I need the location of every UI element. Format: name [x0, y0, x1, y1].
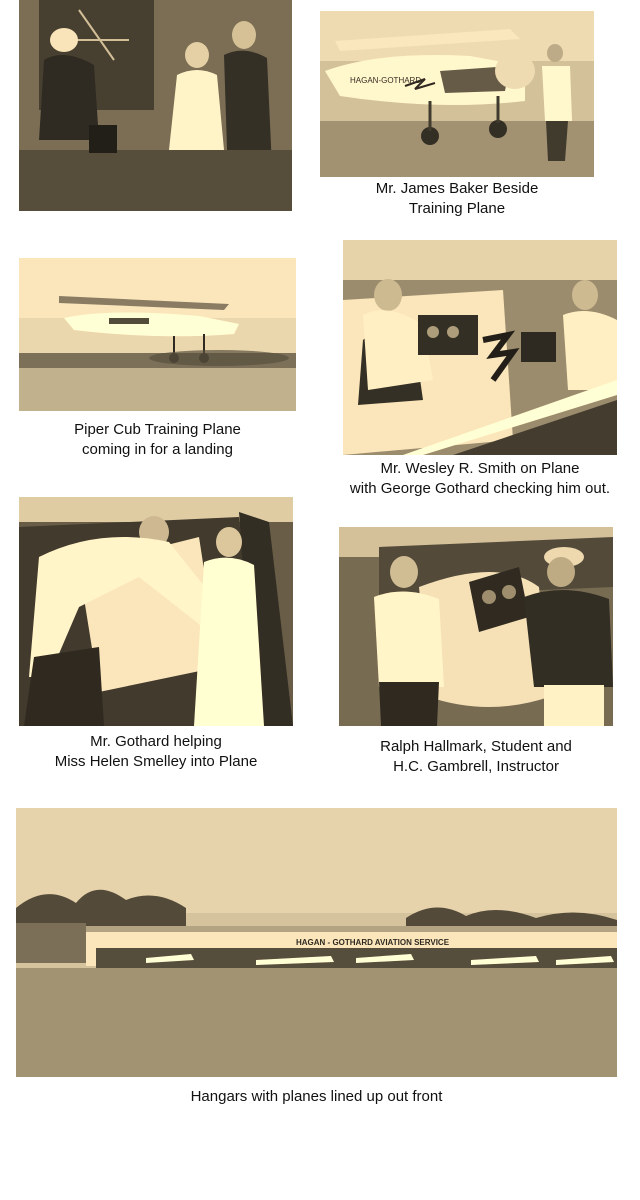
photo-james-baker-plane: [320, 11, 594, 177]
caption-line: Mr. Gothard helping: [90, 733, 222, 750]
caption-hangars: [16, 1087, 617, 1107]
caption-line: Hangars with planes lined up out front: [190, 1088, 443, 1105]
caption-line: Mr. Wesley R. Smith on Plane: [380, 460, 580, 477]
caption-line: Miss Helen Smelley into Plane: [54, 752, 258, 770]
caption-line: Training Plane: [408, 199, 506, 217]
caption-line: Ralph Hallmark, Student and: [380, 738, 572, 755]
caption-line: coming in for a landing: [82, 440, 233, 458]
photo-classroom: [19, 0, 292, 211]
caption-gothard-smelley: [19, 732, 293, 771]
svg-text:HAGAN - GOTHARD AVIATION SER: HAGAN - GOTHARD AVIATION SERVICE: [296, 938, 450, 947]
caption-wesley-smith: [330, 459, 630, 498]
caption-line: Mr. James Baker Beside: [375, 180, 539, 197]
photo-piper-cub-landing: [19, 258, 296, 411]
caption-hallmark-gambrell: [339, 737, 613, 776]
caption-line: Piper Cub Training Plane: [74, 421, 241, 438]
svg-text:HAGAN-GOTHARD: HAGAN-GOTHARD: [350, 76, 422, 85]
caption-line: with George Gothard checking him out.: [349, 479, 611, 497]
photo-hangars: [16, 808, 617, 1077]
photo-gothard-helping-smelley: [19, 497, 293, 726]
caption-piper-cub: [19, 420, 296, 459]
photo-wesley-smith-plane: [343, 240, 617, 455]
caption-line: H.C. Gambrell, Instructor: [393, 757, 559, 775]
photo-hallmark-gambrell: [339, 527, 613, 726]
caption-james-baker: [320, 179, 594, 218]
